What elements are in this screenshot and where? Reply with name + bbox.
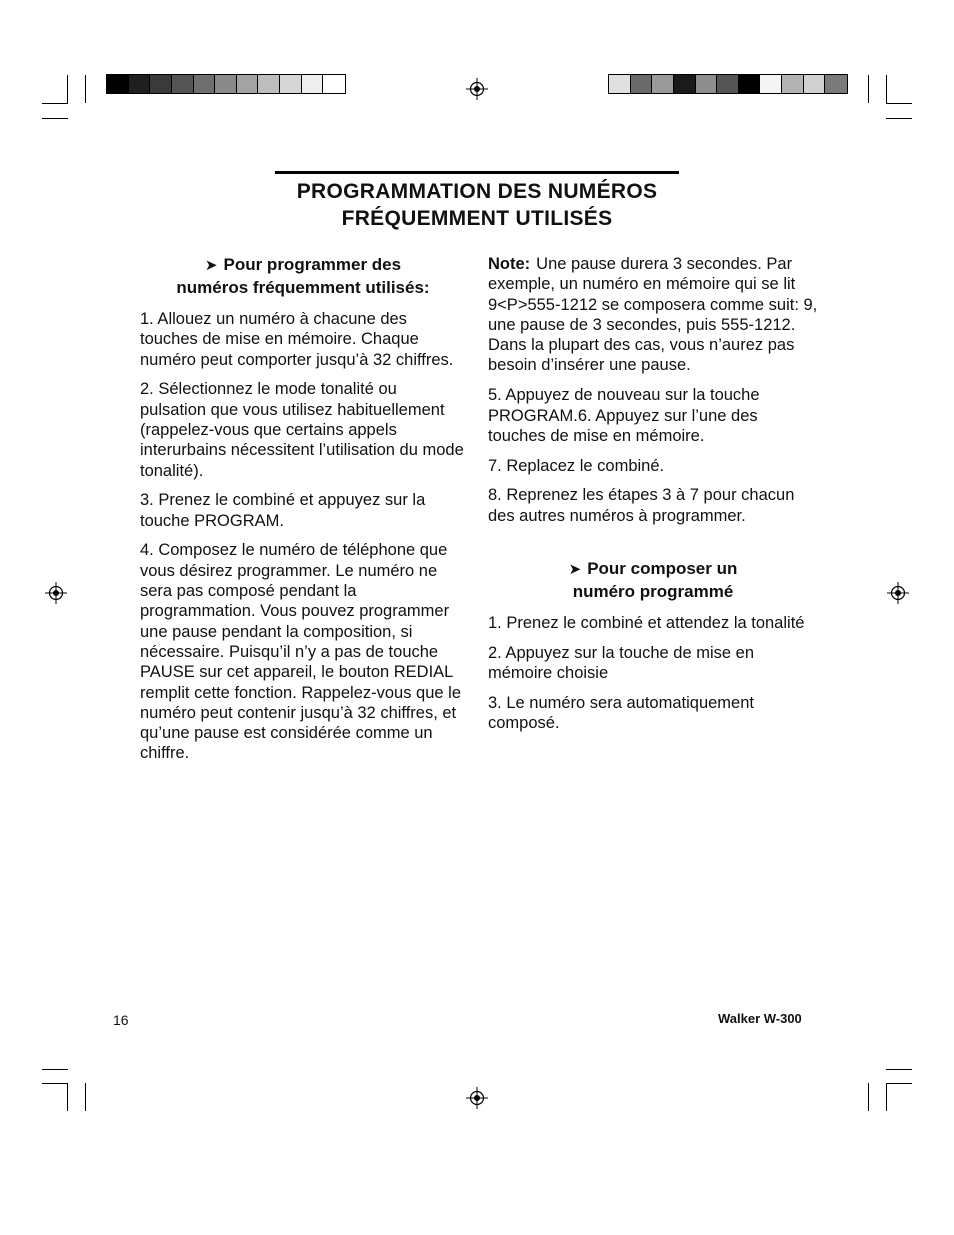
color-swatch — [674, 75, 696, 93]
color-swatch — [609, 75, 631, 93]
registration-mark-icon — [45, 582, 67, 604]
crop-mark — [868, 75, 869, 103]
registration-mark-icon — [466, 78, 488, 100]
crop-mark — [42, 1069, 68, 1070]
section-heading-line: numéros fréquemment utilisés: — [176, 278, 430, 297]
color-swatch — [107, 75, 129, 93]
color-swatch — [129, 75, 151, 93]
color-strip-right — [608, 74, 848, 94]
step-paragraph: 1. Prenez le combiné et attendez la tonalité — [488, 614, 805, 633]
color-swatch — [631, 75, 653, 93]
arrow-right-icon: ➤ — [568, 561, 582, 579]
crop-mark — [85, 1083, 86, 1111]
step-paragraph: 5. Appuyez de nouveau sur la touche PROGRAM.6. Appuyez sur l’une des touches de mise en mémoire. — [488, 386, 760, 445]
title-rule — [275, 171, 679, 174]
color-swatch — [825, 75, 847, 93]
section-heading-program — [140, 254, 466, 299]
crop-mark — [67, 1083, 68, 1111]
note-text: Une pause durera 3 secondes. Par exemple, un numéro en mémoire qui se lit 9<P>555-1212 se composera comme suit: 9, une pause de 3 secondes, puis 555-1212. Dans la plupart des cas, vous n’aurez pas besoin d’insérer une pause. — [488, 255, 818, 375]
crop-mark — [886, 1083, 887, 1111]
note-paragraph — [488, 254, 818, 376]
color-swatch — [804, 75, 826, 93]
color-swatch — [215, 75, 237, 93]
step-paragraph: 8. Reprenez les étapes 3 à 7 pour chacun des autres numéros à programmer. — [488, 486, 795, 525]
step-paragraph: 7. Replacez le combiné. — [488, 456, 665, 475]
color-swatch — [302, 75, 324, 93]
step-paragraph: 3. Le numéro sera automatiquement composé. — [488, 693, 754, 733]
color-swatch — [739, 75, 761, 93]
step-paragraph: 4. Composez le numéro de téléphone que vous désirez programmer. Le numéro ne sera pas composé pendant la programmation. Vous pouvez programmer une pause pendant la composition, si nécessaire. Puisqu’il n’y a pas de touche PAUSE sur cet appareil, le bouton REDIAL remplit cette fonction. Rappelez-vous que le numéro peut contenir jusqu’à 32 chiffres, et qu’une pause est considérée comme un chiffre. — [140, 541, 462, 763]
arrow-right-icon: ➤ — [204, 257, 218, 274]
crop-mark — [886, 1083, 912, 1084]
registration-mark-icon — [466, 1087, 488, 1109]
step-paragraph: 3. Prenez le combiné et appuyez sur la touche PROGRAM. — [140, 491, 426, 530]
section-heading-line: Pour programmer des — [223, 255, 402, 274]
crop-mark — [886, 118, 912, 119]
color-swatch — [194, 75, 216, 93]
section-heading-line: Pour composer un — [587, 559, 738, 579]
color-strip-left — [106, 74, 346, 94]
product-name: Walker W-300 — [718, 1011, 802, 1026]
color-swatch — [760, 75, 782, 93]
color-swatch — [172, 75, 194, 93]
color-swatch — [717, 75, 739, 93]
crop-mark — [42, 1083, 68, 1084]
registration-mark-icon — [887, 582, 909, 604]
crop-mark — [42, 103, 68, 104]
page-title-line: PROGRAMMATION DES NUMÉROS — [296, 180, 658, 203]
color-swatch — [652, 75, 674, 93]
crop-mark — [868, 1083, 869, 1111]
color-swatch — [280, 75, 302, 93]
crop-mark — [85, 75, 86, 103]
color-swatch — [323, 75, 345, 93]
color-swatch — [258, 75, 280, 93]
right-column — [488, 254, 818, 743]
page-number: 16 — [113, 1012, 129, 1028]
color-swatch — [782, 75, 804, 93]
crop-mark — [42, 118, 68, 119]
left-column — [140, 254, 466, 773]
step-paragraph: 2. Appuyez sur la touche de mise en mémoire choisie — [488, 643, 754, 683]
crop-mark — [886, 103, 912, 104]
page-title — [240, 178, 714, 232]
crop-mark — [67, 75, 68, 103]
step-paragraph: 2. Sélectionnez le mode tonalité ou pulsation que vous utilisez habituellement (rappelez-vous que certains appels interurbains nécessitent l’utilisation du mode tonalité). — [140, 380, 464, 480]
crop-mark — [886, 75, 887, 103]
color-swatch — [237, 75, 259, 93]
section-heading-dial — [488, 558, 818, 603]
crop-mark — [886, 1069, 912, 1070]
step-paragraph: 1. Allouez un numéro à chacune des touches de mise en mémoire. Chaque numéro peut comporter jusqu’à 32 chiffres. — [140, 310, 454, 369]
color-swatch — [696, 75, 718, 93]
color-swatch — [150, 75, 172, 93]
page-title-line: FRÉQUEMMENT UTILISÉS — [341, 207, 613, 230]
note-label: Note: — [488, 255, 531, 273]
section-heading-line: numéro programmé — [572, 582, 734, 602]
